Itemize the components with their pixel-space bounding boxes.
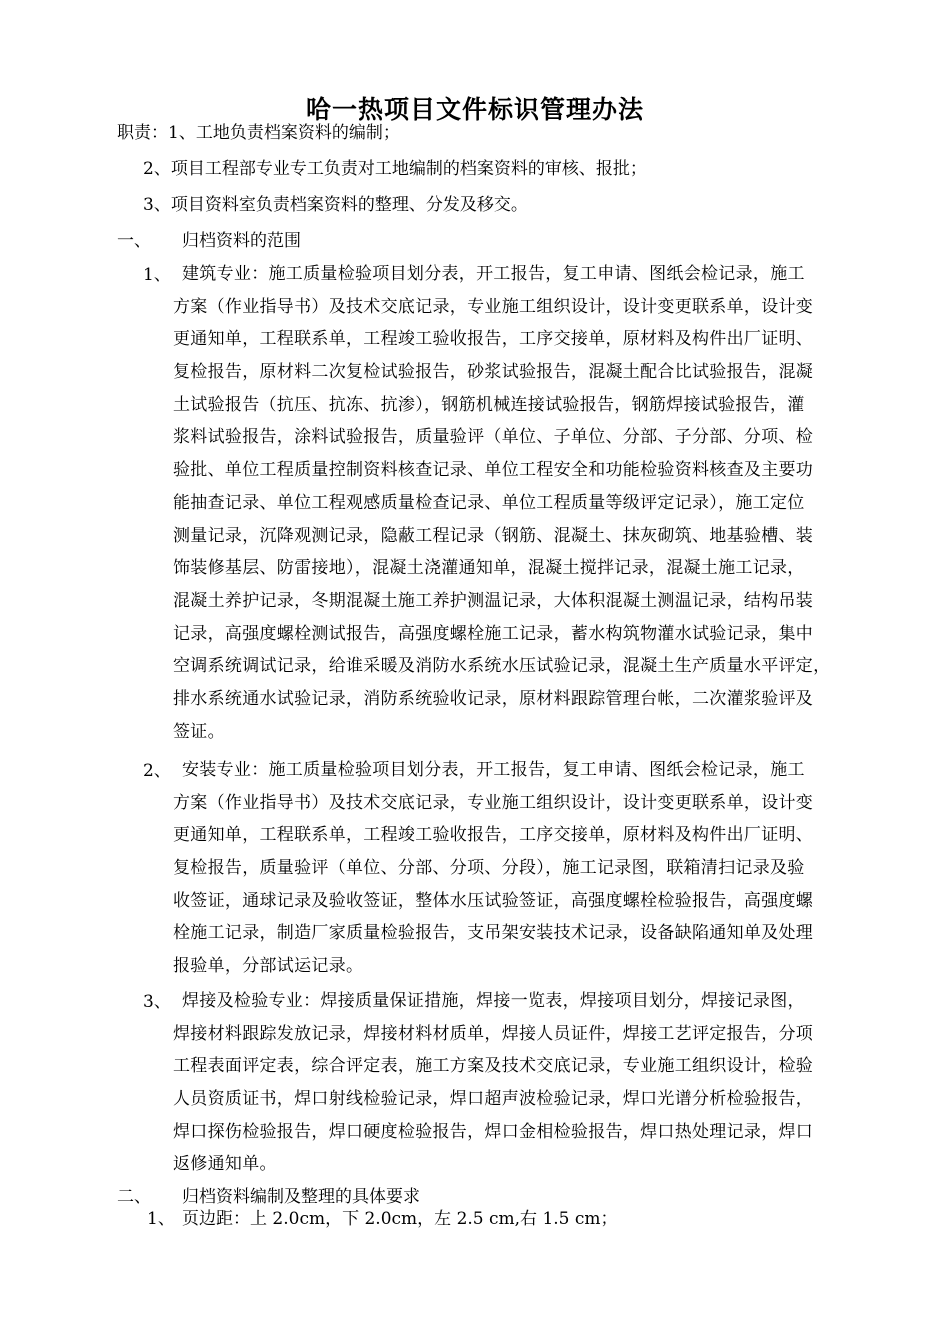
section-1-heading: 归档资料的范围 xyxy=(182,231,301,251)
paragraph-line: 焊接及检验专业：焊接质量保证措施，焊接一览表，焊接项目划分，焊接记录图， xyxy=(182,991,805,1011)
paragraph-line: 签证。 xyxy=(173,721,225,742)
paragraph-line: 人员资质证书，焊口射线检验记录，焊口超声波检验记录，焊口光谱分析检验报告， xyxy=(173,1089,814,1110)
paragraph-line: 测量记录，沉降观测记录，隐蔽工程记录（钢筋、混凝土、抹灰砌筑、地基验槽、装 xyxy=(173,525,814,546)
paragraph-line: 返修通知单。 xyxy=(173,1154,277,1175)
paragraph-line: 验批、单位工程质量控制资料核查记录、单位工程安全和功能检验资料核查及主要功 xyxy=(173,460,814,481)
section-1-number: 一、 xyxy=(117,231,151,251)
duties-line-2: 2、项目工程部专业专工负责对工地编制的档案资料的审核、报批； xyxy=(143,159,647,179)
section-2-item-1-number: 1、 xyxy=(147,1209,175,1229)
paragraph-line: 栓施工记录，制造厂家质量检验报告，支吊架安装技术记录，设备缺陷通知单及处理 xyxy=(173,923,814,944)
paragraph-line: 浆料试验报告，涂料试验报告，质量验评（单位、子单位、分部、子分部、分项、检 xyxy=(173,427,814,448)
paragraph-line: 饰装修基层、防雷接地），混凝土浇灌通知单，混凝土搅拌记录，混凝土施工记录， xyxy=(173,558,805,579)
paragraph-line: 方案（作业指导书）及技术交底记录，专业施工组织设计，设计变更联系单，设计变 xyxy=(173,792,814,813)
paragraph-line: 更通知单，工程联系单，工程竣工验收报告，工序交接单，原材料及构件出厂证明、 xyxy=(173,825,814,846)
paragraph-line: 土试验报告（抗压、抗冻、抗渗），钢筋机械连接试验报告，钢筋焊接试验报告，灌 xyxy=(173,394,805,415)
item-3-paragraph xyxy=(173,985,813,1181)
paragraph-line: 更通知单，工程联系单，工程竣工验收报告，工序交接单，原材料及构件出厂证明、 xyxy=(173,329,814,350)
duties-line-1: 职责：1、工地负责档案资料的编制； xyxy=(117,123,400,143)
paragraph-line: 建筑专业：施工质量检验项目划分表，开工报告，复工申请、图纸会检记录，施工 xyxy=(182,264,805,284)
paragraph-line: 复检报告，原材料二次复检试验报告，砂浆试验报告，混凝土配合比试验报告，混凝 xyxy=(173,362,814,383)
paragraph-line: 排水系统通水试验记录，消防系统验收记录，原材料跟踪管理台帐，二次灌浆验评及 xyxy=(173,688,814,709)
section-2-item-1-text: 页边距：上 2.0cm，下 2.0cm，左 2.5 cm,右 1.5 cm； xyxy=(182,1209,618,1229)
paragraph-line: 工程表面评定表，综合评定表，施工方案及技术交底记录，专业施工组织设计，检验 xyxy=(173,1056,814,1077)
paragraph-line: 安装专业：施工质量检验项目划分表，开工报告，复工申请、图纸会检记录，施工 xyxy=(182,760,805,780)
paragraph-line: 空调系统调试记录，给谁采暖及消防水系统水压试验记录，混凝土生产质量水平评定， xyxy=(173,656,831,677)
paragraph-line: 能抽查记录、单位工程观感质量检查记录、单位工程质量等级评定记录），施工定位 xyxy=(173,492,805,513)
section-2-number: 二、 xyxy=(117,1187,151,1207)
paragraph-line: 收签证，通球记录及验收签证，整体水压试验签证，高强度螺栓检验报告，高强度螺 xyxy=(173,890,814,911)
section-2-heading: 归档资料编制及整理的具体要求 xyxy=(182,1187,420,1207)
item-2-number: 2、 xyxy=(143,761,171,781)
item-3-number: 3、 xyxy=(143,992,171,1012)
item-1-number: 1、 xyxy=(143,265,171,285)
item-1-paragraph xyxy=(173,258,830,748)
paragraph-line: 记录，高强度螺栓测试报告，高强度螺栓施工记录，蓄水构筑物灌水试验记录，集中 xyxy=(173,623,814,644)
paragraph-line: 焊接材料跟踪发放记录，焊接材料材质单，焊接人员证件，焊接工艺评定报告，分项 xyxy=(173,1023,814,1044)
paragraph-line: 焊口探伤检验报告，焊口硬度检验报告，焊口金相检验报告，焊口热处理记录，焊口 xyxy=(173,1121,814,1142)
paragraph-line: 复检报告，质量验评（单位、分部、分项、分段），施工记录图，联箱清扫记录及验 xyxy=(173,858,805,879)
duties-line-3: 3、项目资料室负责档案资料的整理、分发及移交。 xyxy=(143,195,528,215)
item-2-paragraph xyxy=(173,754,813,983)
paragraph-line: 混凝土养护记录，冬期混凝土施工养护测温记录，大体积混凝土测温记录，结构吊装 xyxy=(173,590,814,611)
paragraph-line: 报验单，分部试运记录。 xyxy=(173,956,364,977)
document-title: 哈一热项目文件标识管理办法 xyxy=(305,95,644,124)
paragraph-line: 方案（作业指导书）及技术交底记录，专业施工组织设计，设计变更联系单，设计变 xyxy=(173,296,814,317)
